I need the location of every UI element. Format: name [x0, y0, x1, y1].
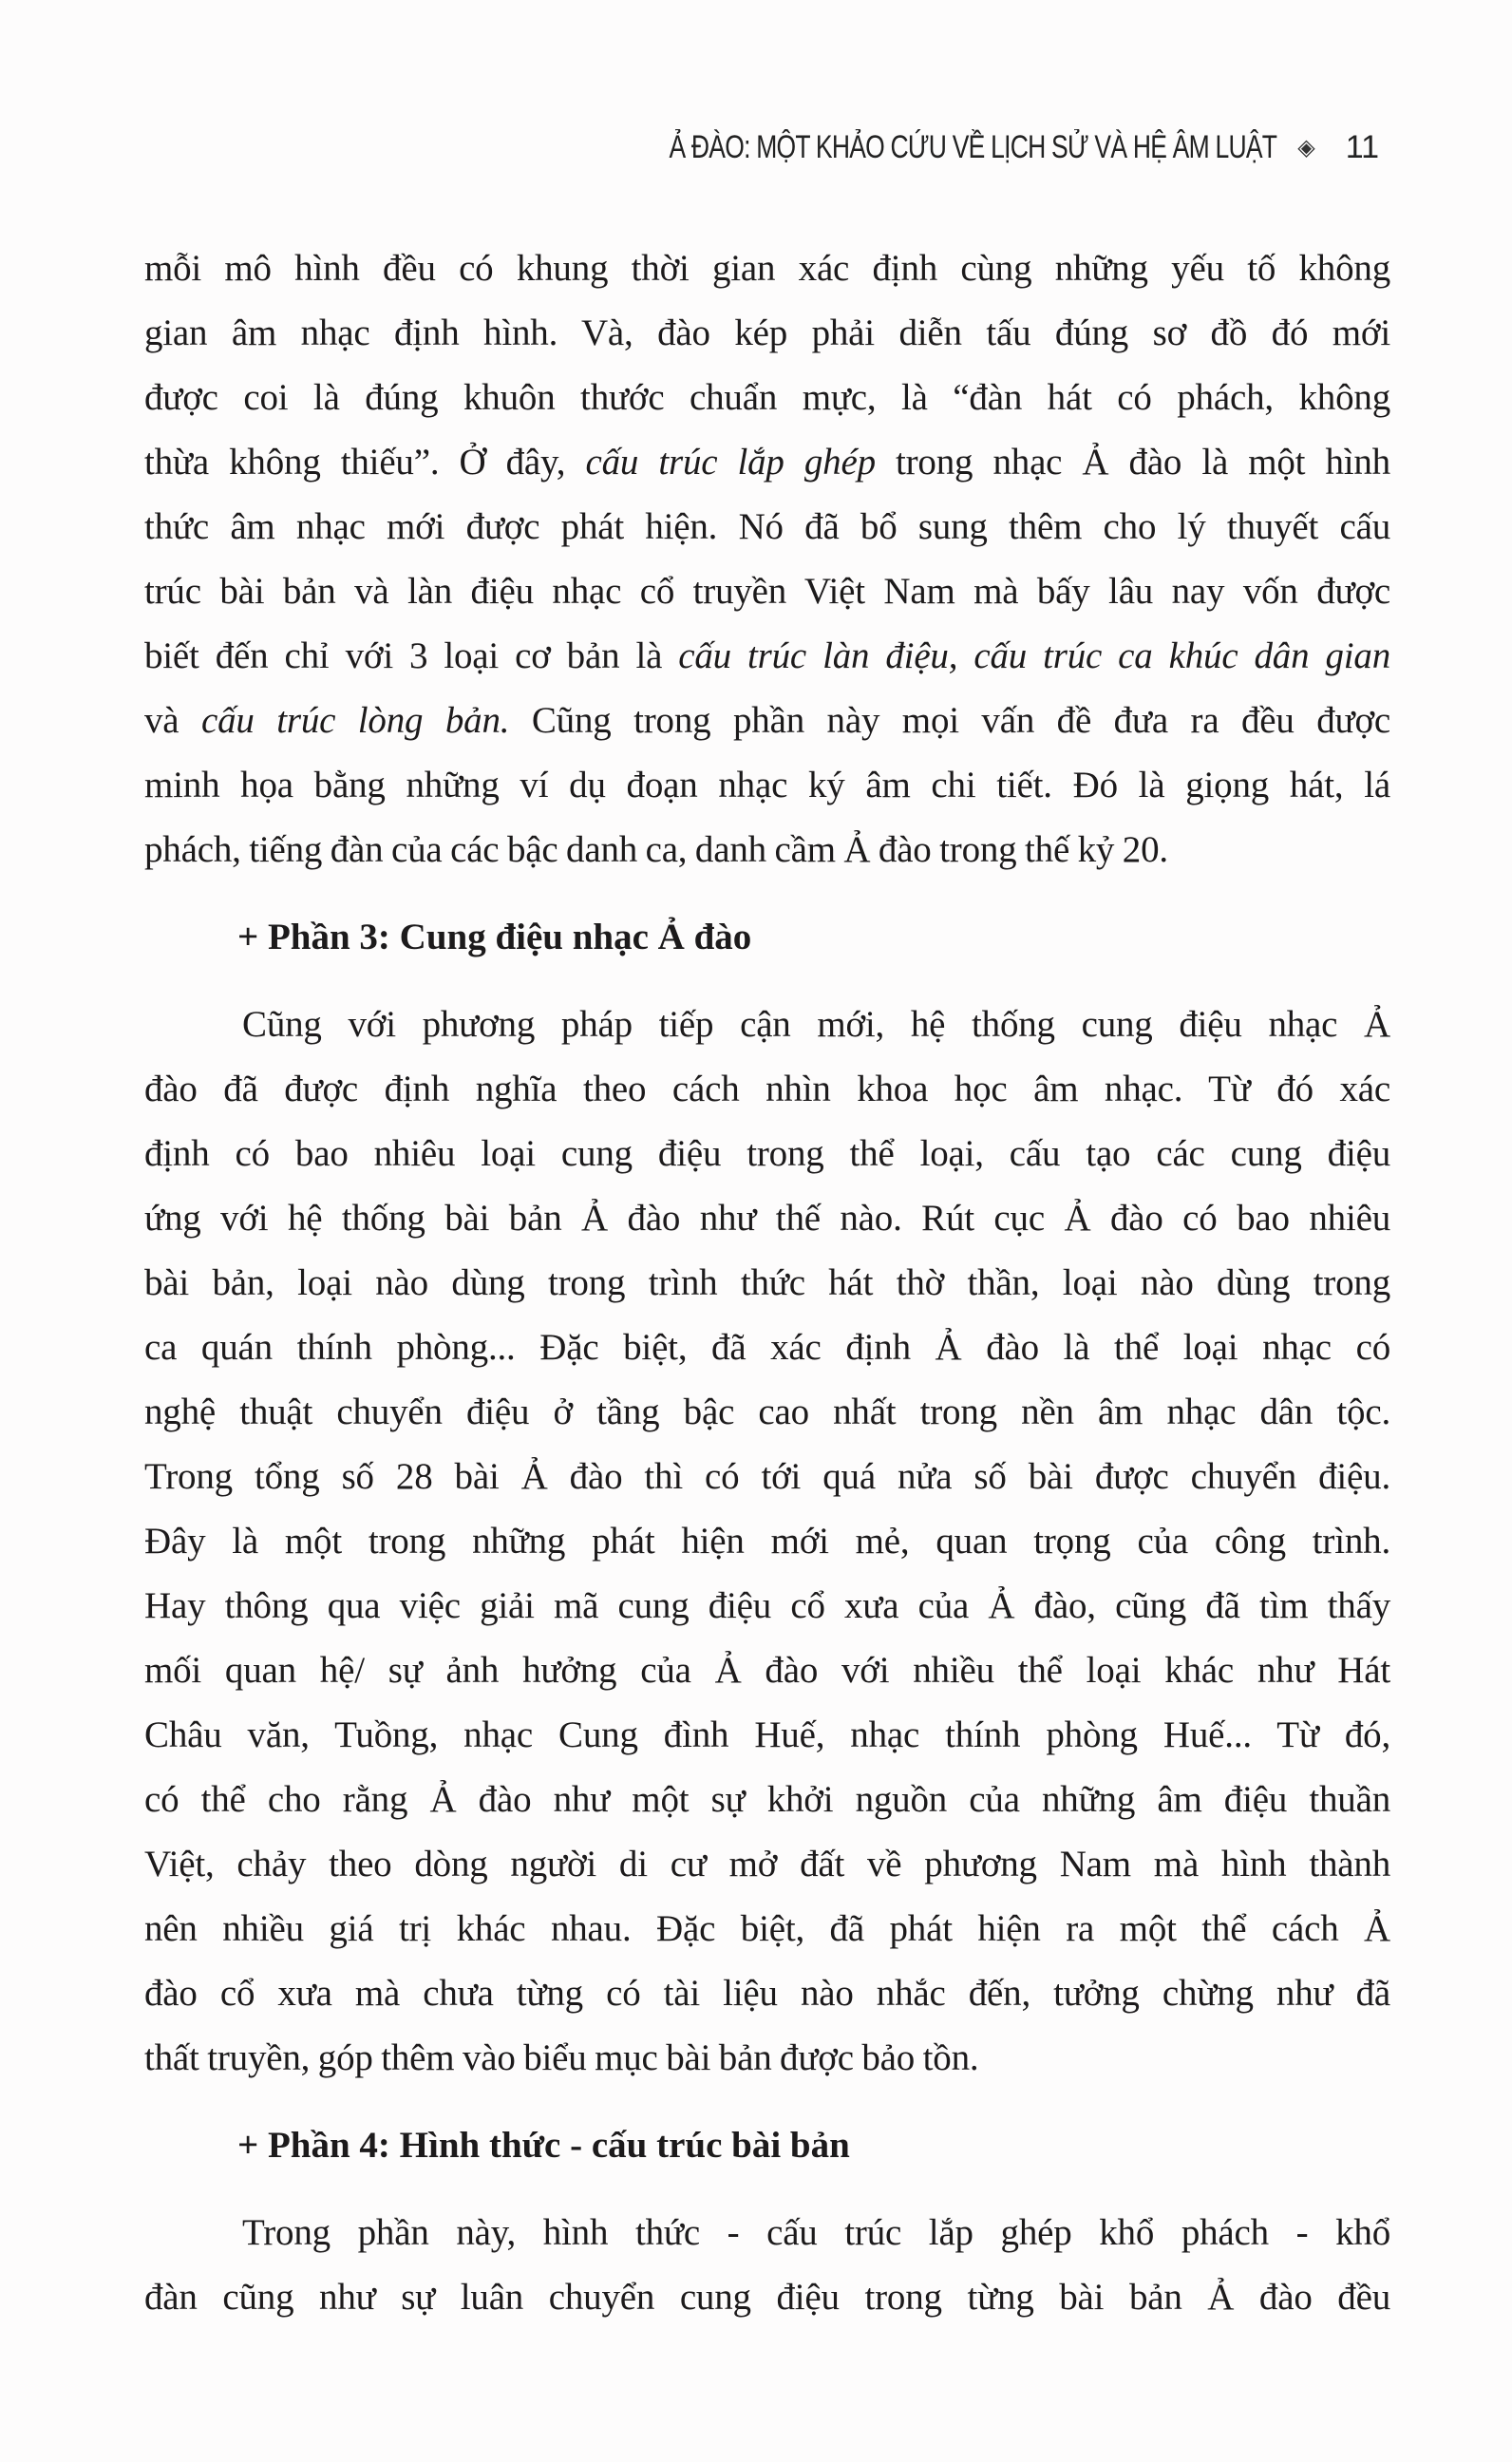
text-run: và	[144, 700, 201, 741]
text-run: gian âm nhạc định hình. Và, đào kép phải diễn tấu đúng sơ đồ đó mới	[144, 312, 1390, 353]
text-line	[144, 1316, 1390, 1380]
text-line	[144, 237, 1390, 301]
running-header-title: Ả ĐÀO: MỘT KHẢO CỨU VỀ LỊCH SỬ VÀ HỆ ÂM LUẬT	[669, 128, 1277, 165]
text-run: Cũng trong phần này mọi vấn đề đưa ra đều được	[509, 700, 1390, 741]
section-heading: + Phần 3: Cung điệu nhạc Ả đào	[237, 917, 752, 957]
section-heading: + Phần 4: Hình thức - cấu trúc bài bản	[237, 2125, 850, 2166]
text-line	[144, 1122, 1390, 1186]
text-run: trúc bài bản và làn điệu nhạc cổ truyền Việt Nam mà bấy lâu nay vốn được	[144, 571, 1390, 612]
text-run: trong nhạc Ả đào là một hình	[875, 442, 1390, 483]
text-line	[144, 2026, 1390, 2091]
running-header	[498, 123, 1379, 171]
text-line	[144, 495, 1390, 559]
text-run: bài bản, loại nào dùng trong trình thức hát thờ thần, loại nào dùng trong	[144, 1262, 1390, 1303]
text-line	[144, 1574, 1390, 1638]
text-line	[144, 430, 1390, 495]
text-run: có thể cho rằng Ả đào như một sự khởi nguồn của những âm điệu thuần	[144, 1779, 1390, 1820]
text-run: Trong tổng số 28 bài Ả đào thì có tới quá nửa số bài được chuyển điệu.	[144, 1456, 1390, 1497]
text-run: Đây là một trong những phát hiện mới mẻ, quan trọng của công trình.	[144, 1521, 1390, 1562]
text-run: Cũng với phương pháp tiếp cận mới, hệ thống cung điệu nhạc Ả	[242, 1004, 1390, 1045]
text-line	[144, 689, 1390, 753]
text-line	[144, 1445, 1390, 1509]
text-run: nghệ thuật chuyển điệu ở tầng bậc cao nhất trong nền âm nhạc dân tộc.	[144, 1392, 1390, 1432]
text-line	[144, 1057, 1390, 1122]
text-line	[144, 624, 1390, 689]
page-body	[144, 237, 1390, 2330]
text-line	[144, 993, 1390, 1057]
text-run: đào đã được định nghĩa theo cách nhìn khoa học âm nhạc. Từ đó xác	[144, 1069, 1390, 1109]
text-run: thức âm nhạc mới được phát hiện. Nó đã bổ sung thêm cho lý thuyết cấu	[144, 506, 1390, 547]
text-run: phách, tiếng đàn của các bậc danh ca, danh cầm Ả đào trong thế kỷ 20.	[144, 829, 1168, 870]
text-run: đào cổ xưa mà chưa từng có tài liệu nào nhắc đến, tưởng chừng như đã	[144, 1973, 1390, 2014]
text-line	[144, 818, 1390, 882]
text-line	[144, 2265, 1390, 2330]
text-run: thất truyền, góp thêm vào biểu mục bài bản được bảo tồn.	[144, 2037, 979, 2078]
text-line	[144, 1251, 1390, 1316]
text-run: mối quan hệ/ sự ảnh hưởng của Ả đào với nhiều thể loại khác như Hát	[144, 1650, 1390, 1691]
text-run: biết đến chỉ với 3 loại cơ bản là	[144, 635, 679, 676]
text-run: thừa không thiếu”. Ở đây,	[144, 442, 586, 483]
italic-term: cấu trúc lắp ghép	[585, 442, 876, 483]
text-line	[144, 1186, 1390, 1251]
paragraph	[144, 237, 1390, 882]
text-line	[144, 1897, 1390, 1961]
text-line	[144, 1703, 1390, 1768]
paragraph	[144, 2201, 1390, 2330]
text-run: Việt, chảy theo dòng người di cư mở đất về phương Nam mà hình thành	[144, 1844, 1390, 1884]
text-run: được coi là đúng khuôn thước chuẩn mực, là “đàn hát có phách, không	[144, 377, 1390, 418]
text-run: ứng với hệ thống bài bản Ả đào như thế nào. Rút cục Ả đào có bao nhiêu	[144, 1198, 1390, 1239]
text-run: định có bao nhiêu loại cung điệu trong thể loại, cấu tạo các cung điệu	[144, 1133, 1390, 1174]
text-line	[144, 559, 1390, 624]
text-line	[144, 1961, 1390, 2026]
text-run: mỗi mô hình đều có khung thời gian xác định cùng những yếu tố không	[144, 248, 1390, 289]
text-line	[144, 1380, 1390, 1445]
text-run: Trong phần này, hình thức - cấu trúc lắp ghép khổ phách - khổ	[242, 2212, 1390, 2253]
text-run: đàn cũng như sự luân chuyển cung điệu trong từng bài bản Ả đào đều	[144, 2277, 1390, 2318]
text-run: nên nhiều giá trị khác nhau. Đặc biệt, đã phát hiện ra một thể cách Ả	[144, 1908, 1390, 1949]
diamond-ornament-icon: ◈	[1297, 135, 1315, 161]
text-line	[144, 1509, 1390, 1574]
italic-term: cấu trúc lòng bản.	[200, 700, 510, 741]
text-line	[144, 1832, 1390, 1897]
text-run: Châu văn, Tuồng, nhạc Cung đình Huế, nhạc thính phòng Huế... Từ đó,	[144, 1714, 1390, 1755]
text-line	[144, 2201, 1390, 2265]
text-line	[144, 1638, 1390, 1703]
text-run: minh họa bằng những ví dụ đoạn nhạc ký âm chi tiết. Đó là giọng hát, lá	[144, 765, 1390, 805]
text-line	[144, 1768, 1390, 1832]
text-line	[144, 366, 1390, 430]
text-run: ca quán thính phòng... Đặc biệt, đã xác định Ả đào là thể loại nhạc có	[144, 1327, 1390, 1368]
text-line	[144, 753, 1390, 818]
page-number: 11	[1345, 128, 1379, 165]
text-run: Hay thông qua việc giải mã cung điệu cổ xưa của Ả đào, cũng đã tìm thấy	[144, 1585, 1390, 1626]
paragraph	[144, 993, 1390, 2091]
text-line	[144, 301, 1390, 366]
italic-term: cấu trúc làn điệu, cấu trúc ca khúc dân gian	[678, 635, 1390, 676]
